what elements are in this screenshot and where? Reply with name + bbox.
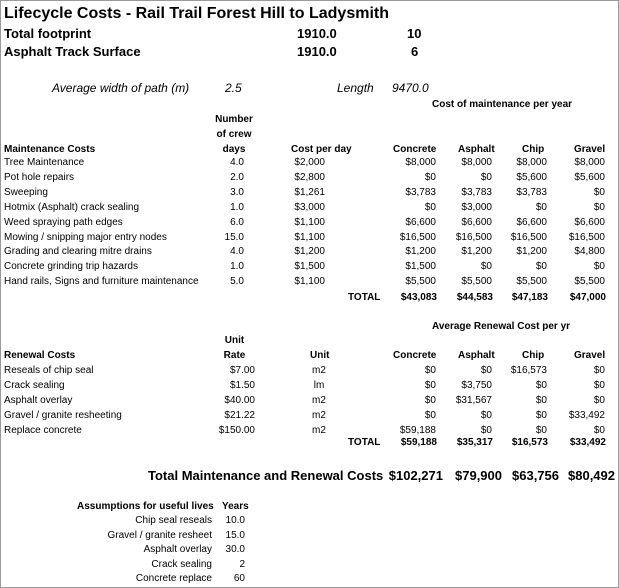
maintenance-row-concrete: $16,500 (399, 231, 436, 243)
maintenance-row-cost: $1,261 (294, 186, 325, 198)
renewal-row-rate: $40.00 (224, 395, 255, 406)
maintenance-row-asphalt: $0 (480, 171, 492, 183)
renewal-total-chip: $16,573 (511, 437, 548, 448)
maintenance-row-asphalt: $5,500 (461, 276, 492, 288)
grand-total-asphalt: $79,900 (455, 468, 502, 483)
maintenance-header-concrete: Concrete (393, 144, 437, 155)
grand-total-chip: $63,756 (512, 468, 559, 483)
maintenance-header-name: Maintenance Costs (4, 144, 96, 155)
maintenance-row-concrete: $3,783 (405, 186, 436, 198)
maintenance-row-name: Pot hole repairs (4, 171, 75, 183)
assumption-label: Gravel / granite resheet (107, 529, 212, 541)
maintenance-row-days: 4.0 (230, 246, 244, 258)
renewal-total-gravel: $33,492 (569, 437, 606, 448)
rate-header-line1: Unit (224, 335, 245, 346)
maintenance-header-chip: Chip (522, 144, 545, 155)
maintenance-row-name: Concrete grinding trip hazards (4, 261, 138, 273)
maintenance-row-concrete: $0 (424, 171, 436, 183)
maintenance-row-days: 6.0 (230, 216, 244, 228)
maintenance-row-cost: $2,000 (294, 157, 325, 168)
renewal-row-concrete: $0 (424, 410, 436, 421)
renewal-header-gravel: Gravel (574, 350, 606, 361)
maintenance-row-name: Weed spraying path edges (4, 216, 123, 228)
renewal-row-unit: m2 (312, 425, 326, 436)
width-value: 2.5 (225, 81, 242, 95)
length-label: Length (337, 81, 374, 95)
maintenance-row-chip: $8,000 (516, 157, 547, 168)
maintenance-row-concrete: $1,500 (405, 261, 436, 273)
maintenance-row-chip: $0 (535, 201, 547, 213)
maintenance-row-gravel: $16,500 (568, 231, 605, 243)
assumption-years: 2 (239, 558, 245, 570)
maintenance-row-cost: $2,800 (294, 171, 325, 183)
maintenance-row-chip: $5,600 (516, 171, 547, 183)
renewal-row-concrete: $0 (424, 365, 436, 376)
maintenance-row-name: Grading and clearing mitre drains (4, 246, 152, 258)
assumption-label: Chip seal reseals (135, 515, 212, 526)
maintenance-row-days: 2.0 (230, 171, 244, 183)
maintenance-row-gravel: $5,500 (574, 276, 605, 288)
renewal-row-name: Replace concrete (4, 425, 82, 436)
renewal-total-asphalt: $35,317 (456, 437, 493, 448)
width-label: Average width of path (m) (52, 81, 190, 95)
summary-value-asphalt: 1910.0 (297, 44, 337, 59)
length-value: 9470.0 (392, 81, 429, 95)
renewal-row-asphalt: $31,567 (455, 395, 492, 406)
crew-header-line3: days (222, 144, 246, 155)
renewal-header-asphalt: Asphalt (458, 350, 495, 361)
maintenance-row-name: Hotmix (Asphalt) crack sealing (4, 201, 140, 213)
maintenance-row-chip: $6,600 (516, 216, 547, 228)
renewal-row-asphalt: $0 (480, 410, 492, 421)
maintenance-row-asphalt: $16,500 (455, 231, 492, 243)
maintenance-section-title: Cost of maintenance per year (432, 99, 573, 110)
renewal-row-unit: m2 (312, 365, 326, 376)
maintenance-total-chip: $47,183 (511, 292, 548, 303)
assumption-label: Concrete replace (135, 573, 212, 585)
summary-label-footprint: Total footprint (4, 26, 92, 41)
maintenance-row-asphalt: $0 (480, 261, 492, 273)
maintenance-row-gravel: $6,600 (574, 216, 605, 228)
maintenance-row-name: Tree Maintenance (4, 157, 85, 168)
renewal-header-unit: Unit (310, 350, 330, 361)
summary-count-asphalt: 6 (411, 44, 419, 59)
renewal-row-unit: lm (313, 380, 325, 391)
maintenance-row-asphalt: $1,200 (461, 246, 492, 258)
assumptions-title: Assumptions for useful lives (77, 501, 214, 512)
maintenance-row-asphalt: $8,000 (461, 157, 492, 168)
renewal-row-unit: m2 (312, 395, 326, 406)
maintenance-header-gravel: Gravel (574, 144, 606, 155)
maintenance-row-cost: $1,500 (294, 261, 325, 273)
maintenance-total-gravel: $47,000 (569, 292, 606, 303)
renewal-row-gravel: $0 (593, 395, 605, 406)
renewal-row-name: Asphalt overlay (4, 395, 73, 406)
maintenance-row-days: 1.0 (230, 261, 244, 273)
maintenance-row-gravel: $4,800 (574, 246, 605, 258)
renewal-header-chip: Chip (522, 350, 545, 361)
maintenance-row-chip: $0 (535, 261, 547, 273)
maintenance-row-name: Sweeping (4, 186, 48, 198)
renewal-row-asphalt: $0 (480, 425, 492, 436)
summary-label-asphalt: Asphalt Track Surface (4, 44, 141, 59)
grand-total-concrete: $102,271 (388, 468, 443, 483)
maintenance-total-concrete: $43,083 (400, 292, 437, 303)
maintenance-row-days: 15.0 (224, 231, 244, 243)
maintenance-row-days: 1.0 (230, 201, 244, 213)
renewal-row-unit: m2 (312, 410, 326, 421)
renewal-row-gravel: $0 (593, 365, 605, 376)
renewal-total-label: TOTAL (348, 437, 381, 448)
renewal-row-chip: $0 (535, 410, 547, 421)
renewal-header-concrete: Concrete (393, 350, 437, 361)
renewal-row-rate: $1.50 (229, 380, 255, 391)
renewal-section-title: Average Renewal Cost per yr (432, 321, 571, 332)
renewal-row-name: Crack sealing (4, 380, 65, 391)
renewal-row-chip: $16,573 (510, 365, 547, 376)
maintenance-row-concrete: $6,600 (405, 216, 436, 228)
maintenance-row-asphalt: $3,783 (461, 186, 492, 198)
maintenance-row-gravel: $0 (593, 186, 605, 198)
maintenance-row-concrete: $1,200 (405, 246, 436, 258)
assumption-years: 15.0 (225, 529, 245, 541)
maintenance-row-gravel: $5,600 (574, 171, 605, 183)
page-title: Lifecycle Costs - Rail Trail Forest Hill to Ladysmith (4, 5, 389, 22)
grand-total-label: Total Maintenance and Renewal Costs (148, 468, 384, 483)
maintenance-row-cost: $1,100 (294, 216, 325, 228)
renewal-total-concrete: $59,188 (400, 437, 437, 448)
maintenance-row-chip: $1,200 (516, 246, 547, 258)
assumption-years: 60 (233, 573, 245, 585)
maintenance-header-asphalt: Asphalt (458, 144, 495, 155)
maintenance-row-chip: $3,783 (516, 186, 547, 198)
maintenance-total-asphalt: $44,583 (456, 292, 493, 303)
assumption-years: 10.0 (225, 515, 245, 526)
maintenance-row-cost: $3,000 (294, 201, 325, 213)
renewal-row-name: Gravel / granite resheeting (4, 410, 122, 421)
maintenance-row-gravel: $0 (593, 261, 605, 273)
maintenance-row-cost: $1,100 (294, 231, 325, 243)
assumption-label: Crack sealing (151, 558, 212, 570)
maintenance-row-cost: $1,100 (294, 276, 325, 288)
maintenance-row-concrete: $0 (424, 201, 436, 213)
grand-total-gravel: $80,492 (568, 468, 615, 483)
maintenance-row-days: 4.0 (230, 157, 244, 168)
maintenance-row-days: 5.0 (230, 276, 244, 288)
maintenance-row-concrete: $8,000 (405, 157, 436, 168)
maintenance-row-chip: $5,500 (516, 276, 547, 288)
maintenance-row-gravel: $8,000 (574, 157, 605, 168)
renewal-row-concrete: $59,188 (399, 425, 436, 436)
maintenance-row-chip: $16,500 (510, 231, 547, 243)
renewal-row-name: Reseals of chip seal (4, 365, 94, 376)
renewal-header-name: Renewal Costs (4, 350, 76, 361)
renewal-row-chip: $0 (535, 395, 547, 406)
maintenance-row-asphalt: $3,000 (461, 201, 492, 213)
assumption-years: 30.0 (225, 544, 245, 556)
renewal-row-chip: $0 (535, 425, 547, 436)
summary-count-footprint: 10 (407, 26, 422, 41)
renewal-row-gravel: $0 (593, 425, 605, 436)
maintenance-row-cost: $1,200 (294, 246, 325, 258)
renewal-row-gravel: $33,492 (568, 410, 605, 421)
assumptions-years-label: Years (222, 501, 249, 512)
maintenance-header-cost: Cost per day (291, 144, 352, 155)
renewal-row-concrete: $0 (424, 395, 436, 406)
crew-header-line1: Number (215, 114, 253, 125)
renewal-row-asphalt: $0 (480, 365, 492, 376)
renewal-row-rate: $7.00 (229, 365, 255, 376)
maintenance-row-name: Hand rails, Signs and furniture maintenance (4, 276, 199, 288)
renewal-row-gravel: $0 (593, 380, 605, 391)
maintenance-row-gravel: $0 (593, 201, 605, 213)
renewal-row-asphalt: $3,750 (461, 380, 492, 391)
crew-header-line2: of crew (216, 129, 252, 140)
renewal-row-rate: $21.22 (224, 410, 255, 421)
assumption-label: Asphalt overlay (143, 544, 212, 556)
maintenance-row-asphalt: $6,600 (461, 216, 492, 228)
maintenance-row-concrete: $5,500 (405, 276, 436, 288)
renewal-row-concrete: $0 (424, 380, 436, 391)
maintenance-row-days: 3.0 (230, 186, 244, 198)
summary-value-footprint: 1910.0 (297, 26, 337, 41)
maintenance-total-label: TOTAL (348, 292, 381, 303)
renewal-row-rate: $150.00 (218, 425, 255, 436)
maintenance-row-name: Mowing / snipping major entry nodes (4, 231, 167, 243)
rate-header-line2: Rate (223, 350, 246, 361)
renewal-row-chip: $0 (535, 380, 547, 391)
